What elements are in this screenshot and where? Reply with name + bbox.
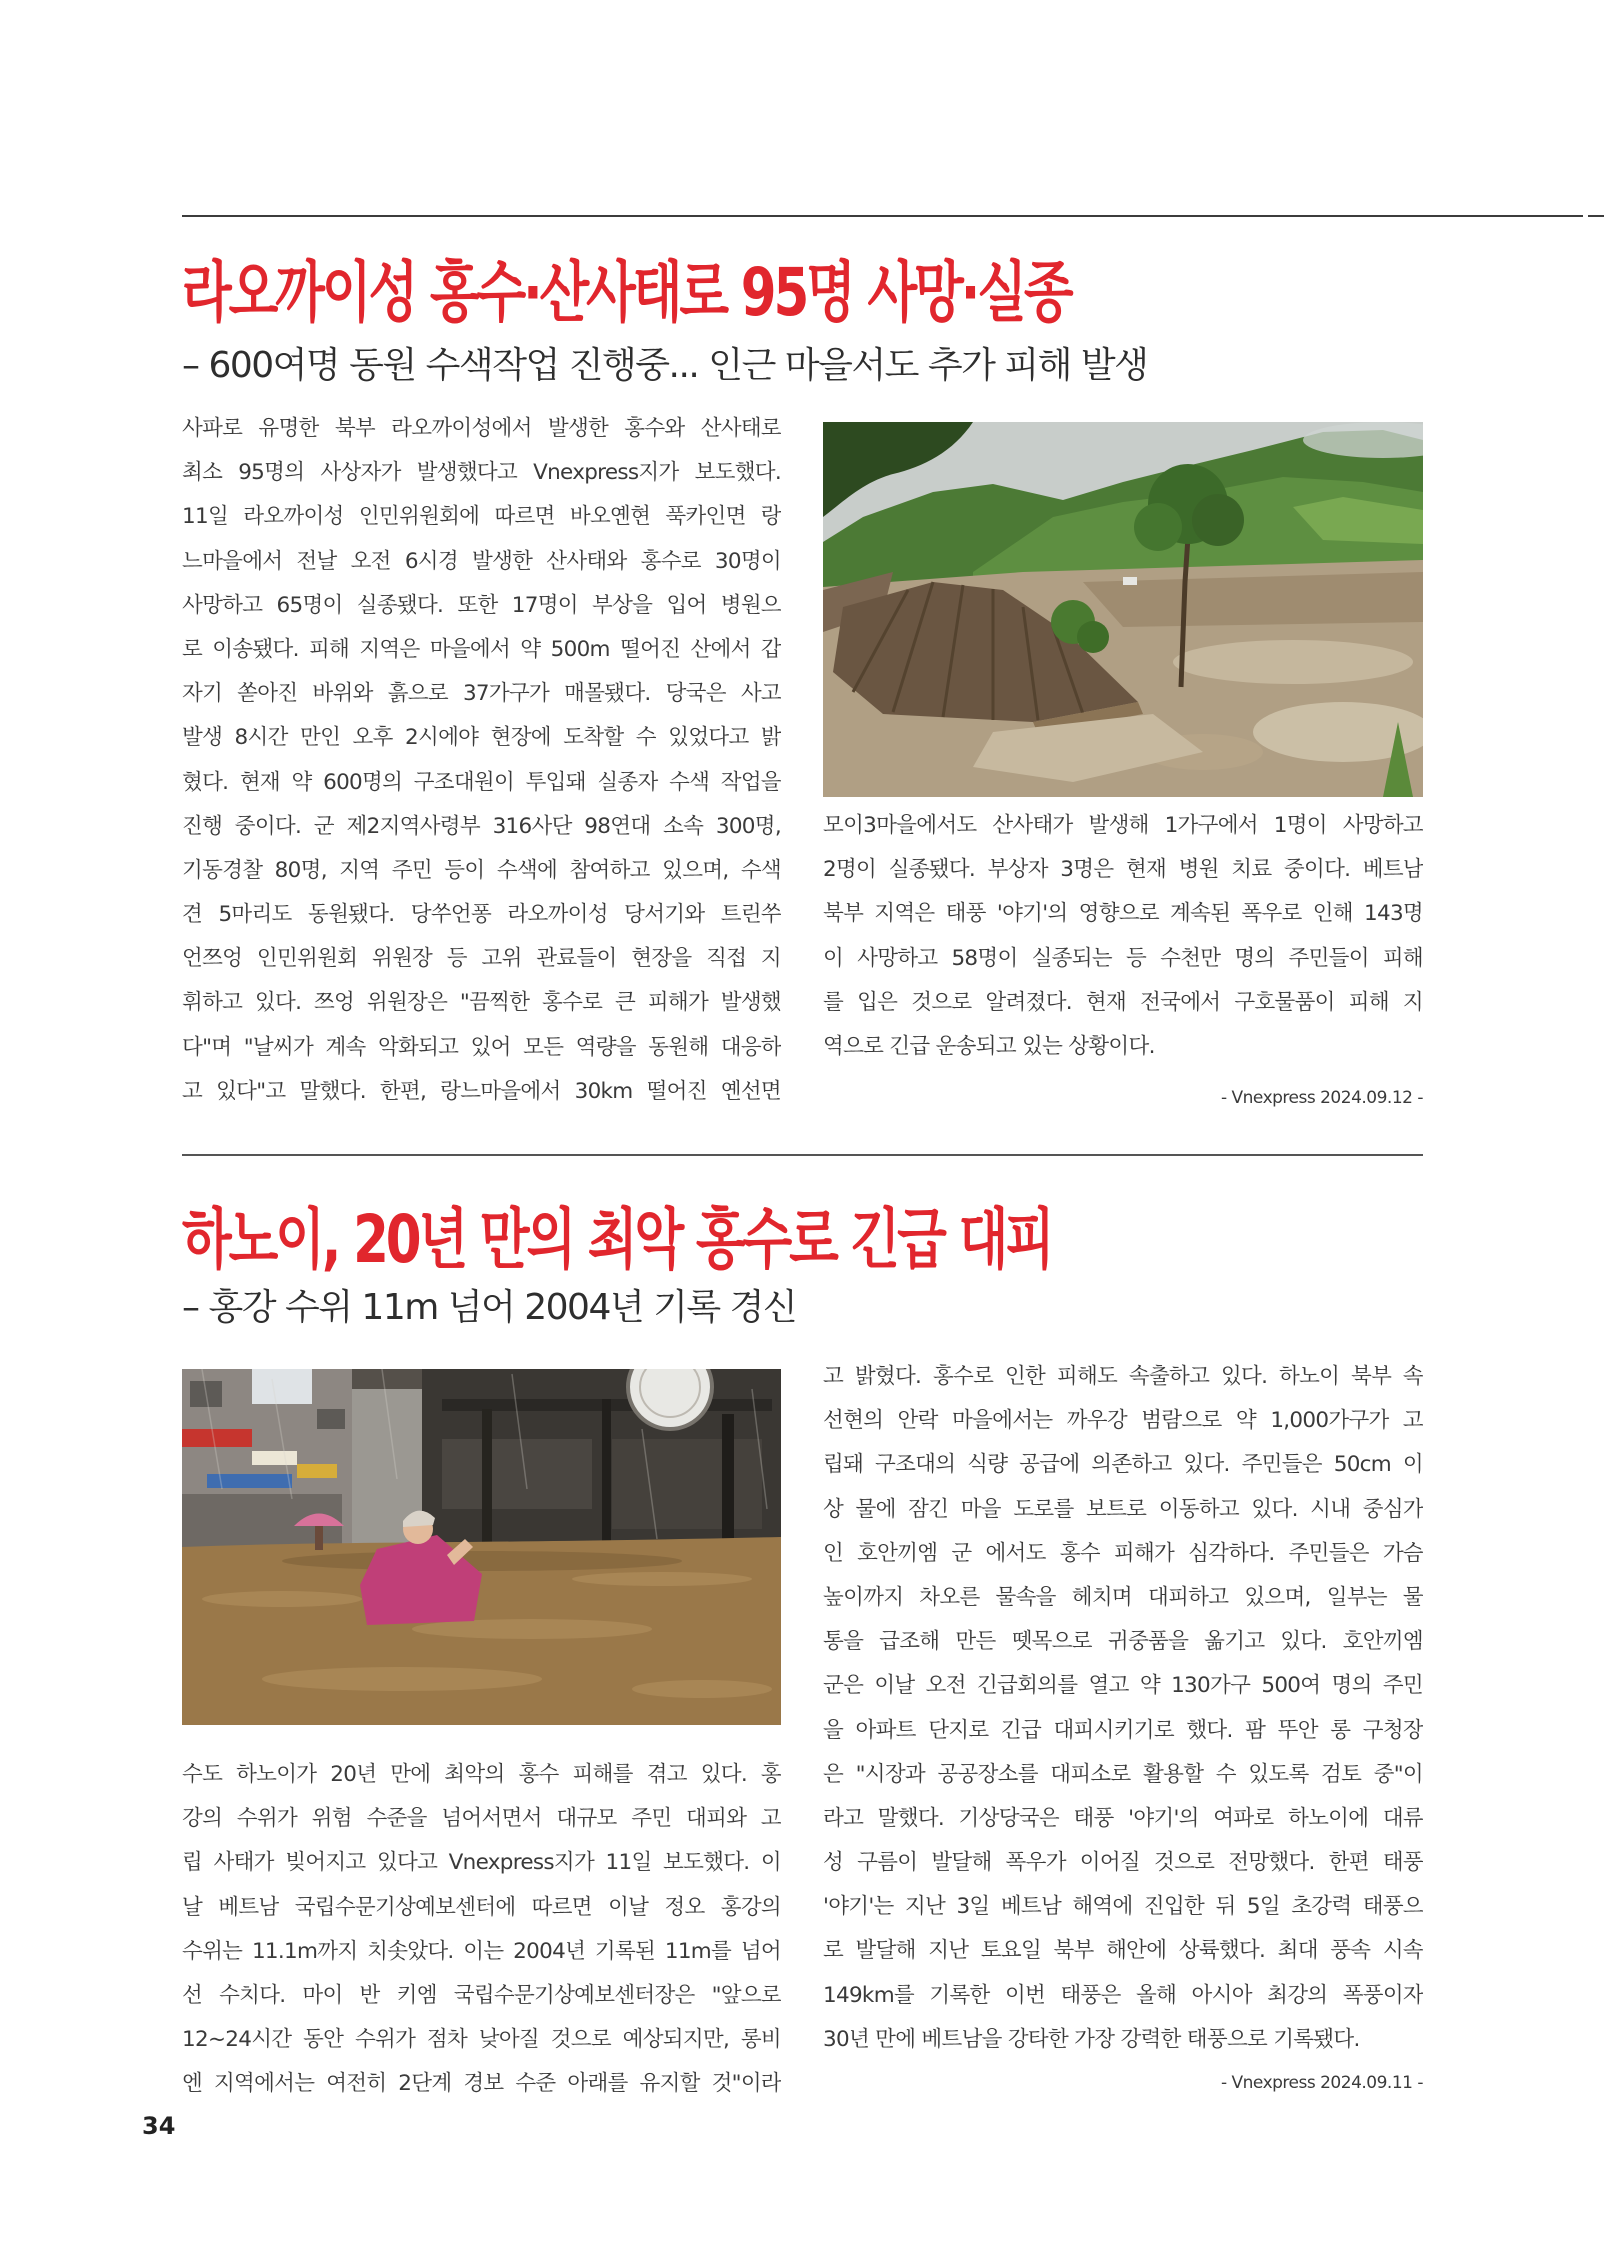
- body-line: 강의 수위가 위험 수준을 넘어서면서 대규모 주민 대피와 고: [182, 1806, 781, 1832]
- article1-title: 라오까이성 홍수·산사태로 95명 사망·실종: [182, 254, 1071, 331]
- body-line: 149km를 기록한 이번 태풍은 올해 아시아 최강의 폭풍이자: [823, 1982, 1423, 2008]
- body-line: 로 이송됐다. 피해 지역은 마을에서 약 500m 떨어진 산에서 갑: [182, 636, 781, 662]
- body-line: 고 있다"고 말했다. 한편, 랑느마을에서 30km 떨어진 옌선면: [182, 1078, 781, 1104]
- body-line: 립 사태가 빚어지고 있다고 Vnexpress지가 11일 보도했다. 이: [182, 1850, 781, 1876]
- body-line: 이 사망하고 58명이 실종되는 등 수천만 명의 주민들이 피해: [823, 945, 1423, 971]
- body-line: 수위는 11.1m까지 치솟았다. 이는 2004년 기록된 11m를 넘어: [182, 1938, 781, 1964]
- top-rule: [182, 215, 1583, 217]
- article1-left-column: [182, 407, 781, 1114]
- article1-source: - Vnexpress 2024.09.12 -: [1220, 1088, 1423, 1108]
- body-line: 성 구름이 발달해 폭우가 이어질 것으로 전망했다. 한편 태풍: [823, 1850, 1423, 1876]
- flooded-street-photo: [182, 1369, 781, 1725]
- body-line: 상 물에 잠긴 마을 도로를 보트로 이동하고 있다. 시내 중심가: [823, 1496, 1423, 1522]
- body-line: 인 호안끼엠 군 에서도 홍수 피해가 심각하다. 주민들은 가슴: [823, 1540, 1423, 1566]
- article2-title: 하노이, 20년 만의 최악 홍수로 긴급 대피: [182, 1201, 1052, 1278]
- body-line: 언쯔엉 인민위원회 위원장 등 고위 관료들이 현장을 직접 지: [182, 946, 781, 972]
- body-line: 2명이 실종됐다. 부상자 3명은 현재 병원 치료 중이다. 베트남: [823, 857, 1423, 883]
- body-line: 역으로 긴급 운송되고 있는 상황이다.: [823, 1033, 1155, 1059]
- body-line: 모이3마을에서도 산사태가 발생해 1가구에서 1명이 사망하고: [823, 813, 1423, 838]
- body-line: 엔 지역에서는 여전히 2단계 경보 수준 아래를 유지할 것"이라: [182, 2071, 781, 2097]
- body-line: 진행 중이다. 군 제2지역사령부 316사단 98연대 소속 300명,: [182, 813, 781, 839]
- article2-right-column: [823, 1355, 1423, 2062]
- body-line: 최소 95명의 사상자가 발생했다고 Vnexpress지가 보도했다.: [182, 460, 781, 486]
- landslide-flood-photo: [823, 422, 1423, 797]
- body-line: 혔다. 현재 약 600명의 구조대원이 투입돼 실종자 수색 작업을: [182, 769, 781, 795]
- body-line: 11일 라오까이성 인민위원회에 따르면 바오옌현 푹카인면 랑: [182, 504, 781, 530]
- article1-subtitle: – 600여명 동원 수색작업 진행중... 인근 마을서도 추가 피해 발생: [182, 345, 1148, 386]
- body-line: 군은 이날 오전 긴급회의를 열고 약 130가구 500여 명의 주민: [823, 1673, 1423, 1699]
- article1-right-column: [823, 804, 1423, 1069]
- page-number: 34: [142, 2112, 176, 2140]
- body-line: 느마을에서 전날 오전 6시경 발생한 산사태와 홍수로 30명이: [182, 548, 781, 574]
- body-line: 사파로 유명한 북부 라오까이성에서 발생한 홍수와 산사태로: [182, 416, 781, 441]
- top-rule-tail: [1588, 215, 1604, 217]
- body-line: 를 입은 것으로 알려졌다. 현재 전국에서 구호물품이 피해 지: [823, 989, 1423, 1015]
- body-line: 기동경찰 80명, 지역 주민 등이 수색에 참여하고 있으며, 수색: [182, 857, 781, 883]
- body-line: 높이까지 차오른 물속을 헤치며 대피하고 있으며, 일부는 물: [823, 1584, 1423, 1610]
- body-line: 발생 8시간 만인 오후 2시에야 현장에 도착할 수 있었다고 밝: [182, 725, 781, 751]
- body-line: 30년 만에 베트남을 강타한 가장 강력한 태풍으로 기록됐다.: [823, 2026, 1360, 2052]
- body-line: 다"며 "날씨가 계속 악화되고 있어 모든 역량을 동원해 대응하: [182, 1034, 781, 1060]
- article-divider: [182, 1154, 1423, 1156]
- body-line: 라고 말했다. 기상당국은 태풍 '야기'의 여파로 하노이에 대류: [823, 1805, 1423, 1831]
- body-line: 자기 쏟아진 바위와 흙으로 37가구가 매몰됐다. 당국은 사고: [182, 681, 781, 707]
- body-line: 견 5마리도 동원됐다. 당쑤언퐁 라오까이성 당서기와 트린쑤: [182, 902, 781, 928]
- body-line: 선현의 안락 마을에서는 까우강 범람으로 약 1,000가구가 고: [823, 1408, 1423, 1434]
- body-line: 립돼 구조대의 식량 공급에 의존하고 있다. 주민들은 50cm 이: [823, 1452, 1423, 1478]
- body-line: 고 밝혔다. 홍수로 인한 피해도 속출하고 있다. 하노이 북부 속: [823, 1364, 1423, 1389]
- body-line: 선 수치다. 마이 반 키엠 국립수문기상예보센터장은 "앞으로: [182, 1982, 781, 2008]
- body-line: 통을 급조해 만든 뗏목으로 귀중품을 옮기고 있다. 호안끼엠: [823, 1629, 1423, 1655]
- body-line: 북부 지역은 태풍 '야기'의 영향으로 계속된 폭우로 인해 143명: [823, 901, 1423, 927]
- article2-subtitle: – 홍강 수위 11m 넘어 2004년 기록 경신: [182, 1287, 797, 1328]
- article2-source: - Vnexpress 2024.09.11 -: [1220, 2073, 1423, 2093]
- body-line: 을 아파트 단지로 긴급 대피시키기로 했다. 팜 뚜안 롱 구청장: [823, 1717, 1423, 1743]
- body-line: '야기'는 지난 3일 베트남 해역에 진입한 뒤 5일 초강력 태풍으: [823, 1894, 1423, 1920]
- article2-left-column: [182, 1753, 781, 2107]
- body-line: 수도 하노이가 20년 만에 최악의 홍수 피해를 겪고 있다. 홍: [182, 1762, 781, 1787]
- body-line: 사망하고 65명이 실종됐다. 또한 17명이 부상을 입어 병원으: [182, 592, 781, 618]
- body-line: 로 발달해 지난 토요일 북부 해안에 상륙했다. 최대 풍속 시속: [823, 1938, 1423, 1964]
- body-line: 12~24시간 동안 수위가 점차 낮아질 것으로 예상되지만, 롱비: [182, 2027, 781, 2053]
- body-line: 은 "시장과 공공장소를 대피소로 활용할 수 있도록 검토 중"이: [823, 1761, 1423, 1787]
- body-line: 날 베트남 국립수문기상예보센터에 따르면 이날 정오 홍강의: [182, 1894, 781, 1920]
- body-line: 휘하고 있다. 쯔엉 위원장은 "끔찍한 홍수로 큰 피해가 발생했: [182, 990, 781, 1016]
